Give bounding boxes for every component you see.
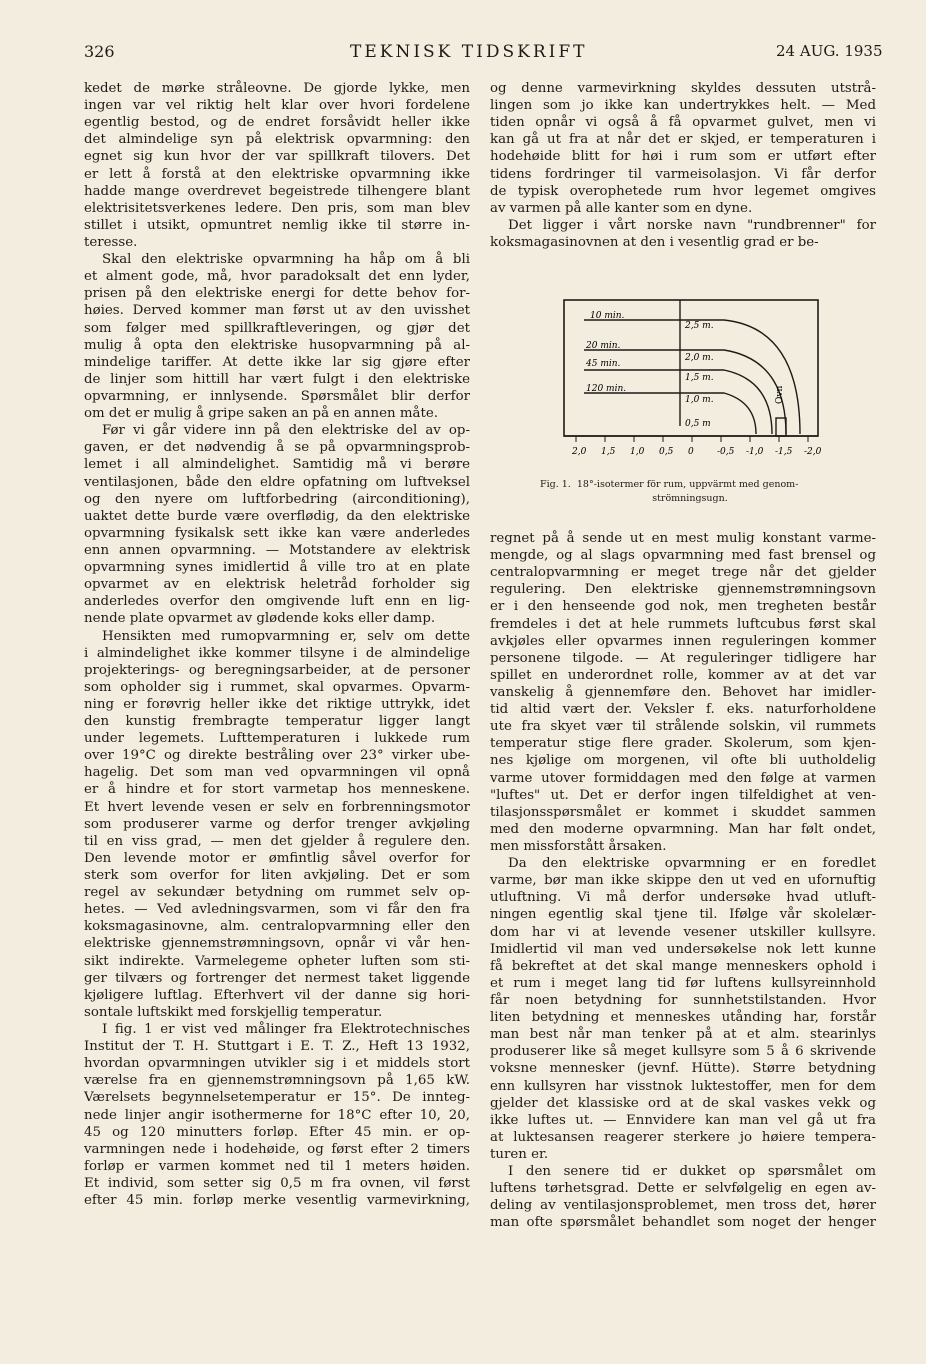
text-line: opvarmning fysikalsk sett ikke kan være anderledes: [84, 525, 470, 541]
text-line: tid altid vært der. Veksler f. eks. naturforholdene: [490, 702, 876, 718]
text-line: forløp er varmen kommet ned til 1 meters høiden.: [84, 1158, 470, 1174]
text-line: teresse.: [84, 234, 138, 250]
text-line: tiden opnår vi også å få opvarmet gulvet, men vi: [490, 115, 876, 131]
text-line: og den nyere om luftforbedring (airconditioning),: [84, 491, 470, 507]
text-line: som produserer varme og derfor trenger avkjøling: [84, 816, 470, 832]
axis-tick-label: 0,5: [659, 447, 674, 457]
text-line: Et hvert levende vesen er selv en forbrenningsmotor: [84, 799, 470, 815]
text-line: Imidlertid vil man ved undersøkelse nok lett kunne: [490, 941, 876, 957]
text-line: produserer like så meget kullsyre som 5 å 6 skrivende: [490, 1044, 876, 1060]
text-line: man ofte spørsmålet behandlet som noget der henger: [490, 1215, 876, 1231]
text-line: mengde, og al slags opvarmning med fast brensel og: [490, 548, 876, 564]
text-line: opvarmning synes imidlertid å ville tro at en plate: [84, 560, 470, 576]
height-label: 2,5 m.: [685, 321, 714, 331]
text-line: lemet i all almindelighet. Samtidig må vi berøre: [84, 457, 470, 473]
text-line: i almindelighet ikke kommer tilsyne i de almindelige: [84, 645, 470, 661]
height-label: 1,0 m.: [685, 395, 714, 405]
text-line: nende plate opvarmet av glødende koks eller damp.: [84, 611, 436, 627]
text-line: og denne varmevirkning skyldes dessuten utstrå-: [490, 81, 876, 96]
text-line: er å hindre et for stort varmetap hos menneskene.: [84, 782, 470, 798]
text-line: luftens tørhetsgrad. Dette er selvfølgelig en egen av-: [490, 1181, 876, 1197]
text-line: regel av sekundær betydning om rummet selv op-: [84, 885, 470, 901]
text-line: elektrisitetsverkenes ledere. Den pris, som man blev: [84, 200, 470, 216]
text-line: Da den elektriske opvarmning er en foredlet: [508, 856, 876, 872]
text-line: spillet en underordnet rolle, kommer av at det var: [490, 667, 876, 683]
text-line: varme utover formiddagen med den følge at varmen: [490, 770, 876, 786]
axis-tick-label: 1,0: [630, 447, 645, 457]
text-line: centralopvarmning er meget trege når det gjelder: [490, 565, 876, 581]
text-line: uaktet dette burde være overflødig, da den elektriske: [84, 508, 470, 524]
text-line: som opholder sig i rummet, skal opvarmes. Opvarm-: [84, 679, 470, 695]
text-line: at luktesansen reagerer sterkere jo høiere tempera-: [490, 1129, 876, 1145]
text-line: et alment gode, må, hvor paradoksalt det enn lyder,: [84, 269, 470, 285]
axis-tick-label: -1,5: [775, 447, 793, 457]
text-line: hodehøide blitt for høi i rum som er utført efter: [490, 149, 876, 165]
text-line: liten betydning et menneskes utånding har, forstår: [490, 1010, 876, 1026]
text-line: værelse fra en gjennemstrømningsovn på 1,65 kW.: [84, 1073, 470, 1089]
axis-tick-label: -2,0: [804, 447, 822, 457]
text-line: få bekreftet at det skal mange menneskers ophold i: [490, 958, 876, 974]
text-line: enn annen opvarmning. — Motstandere av elektrisk: [84, 542, 470, 558]
text-line: om det er mulig å gripe saken an på en annen måte.: [84, 406, 438, 422]
caption-line-2: strömningsugn.: [652, 493, 728, 504]
time-label: 10 min.: [590, 311, 625, 321]
text-line: et rum i meget lang tid før luftens kullsyreinnhold: [490, 975, 876, 991]
text-line: man best når man tenker på at et alm. stearinlys: [490, 1027, 876, 1043]
text-line: personene tilgode. — At reguleringer tidligere har: [490, 650, 876, 666]
right-column-top: [490, 80, 876, 251]
text-line: med den moderne opvarmning. Man har følt ondet,: [490, 821, 876, 837]
oven-label: Ovn: [775, 385, 785, 404]
axis-tick-label: -1,0: [746, 447, 764, 457]
isotherm-120min: [584, 393, 756, 434]
text-line: ning er forøvrig heller ikke det riktige uttrykk, idet: [84, 696, 470, 712]
text-line: temperatur stige flere grader. Skolerum, som kjen-: [490, 736, 876, 752]
text-line: efter 45 min. forløp merke vesentlig varmevirkning,: [84, 1193, 470, 1209]
text-line: er lett å forstå at den elektriske opvarmning ikke: [84, 166, 470, 182]
text-line: dom har vi at levende vesener utskiller kullsyre.: [490, 924, 876, 940]
text-line: vanskelig å gjennemføre den. Behovet har imidler-: [490, 684, 876, 700]
text-line: Værelsets begynnelsetemperatur er 15°. De innteg-: [84, 1090, 470, 1106]
text-line: Skal den elektriske opvarmning ha håp om å bli: [102, 252, 470, 268]
text-line: sterk som overfor for liten avkjøling. Det er som: [84, 868, 470, 884]
text-line: de typisk overophetede rum hvor legemet omgives: [490, 183, 876, 199]
isotherm-figure: [564, 298, 822, 462]
text-line: hetes. — Ved avledningsvarmen, som vi får den fra: [84, 902, 470, 918]
text-line: Hensikten med rumopvarmning er, selv om dette: [102, 628, 470, 644]
axis-tick-label: 2,0: [572, 447, 587, 457]
axis-tick-label: 0: [688, 447, 694, 457]
text-line: prisen på den elektriske energi for dette behov for-: [84, 286, 470, 302]
axis-tick-label: 1,5: [601, 447, 616, 457]
text-line: fremdeles i det at hele rummets luftcubus først skal: [490, 616, 876, 632]
text-line: de linjer som hittill har vært fulgt i den elektriske: [84, 371, 470, 387]
text-line: koksmagasinovne, alm. centralopvarmning eller den: [84, 919, 470, 935]
text-line: ger tilværs og fortrenger det nermest taket liggende: [84, 970, 470, 986]
journal-title: TEKNISK TIDSKRIFT: [350, 42, 588, 62]
text-line: opvarmning, er innlysende. Spørsmålet blir derfor: [84, 388, 470, 404]
isotherm-45min: [584, 370, 772, 434]
text-line: gjelder det klassiske ord at de skal vaskes vekk og: [490, 1095, 876, 1111]
figure-caption: [540, 478, 840, 506]
text-line: nes kjølige om morgenen, vil ofte bli uutholdelig: [490, 753, 876, 769]
text-line: over 19°C og direkte bestråling over 23° virker ube-: [84, 748, 470, 764]
text-line: I den senere tid er dukket op spørsmålet om: [508, 1164, 876, 1180]
text-line: utluftning. Vi må derfor undersøke hvad utluft-: [490, 890, 876, 906]
text-line: I fig. 1 er vist ved målinger fra Elektrotechnisches: [102, 1022, 470, 1038]
axis-tick-label: -0,5: [717, 447, 735, 457]
text-line: er i den henseende god nok, men tregheten består: [490, 599, 876, 615]
text-line: kan gå ut fra at når det er skjed, er temperaturen i: [490, 132, 876, 148]
height-label: 0,5 m: [685, 419, 711, 429]
text-line: tilasjonsspørsmålet er kommet i skuddet sammen: [490, 804, 876, 820]
text-line: nede linjer angir isothermerne for 18°C efter 10, 20,: [84, 1107, 470, 1123]
text-line: av varmen på alle kanter som en dyne.: [490, 200, 753, 216]
text-line: hadde mange overdrevet begeistrede tilhengere blant: [84, 183, 470, 199]
page-header: [0, 42, 926, 68]
text-line: kjøligere luftlag. Efterhvert vil der danne sig hori-: [84, 987, 470, 1003]
time-label: 20 min.: [586, 341, 621, 351]
text-line: til en viss grad, — men det gjelder å regulere den.: [84, 833, 470, 849]
text-line: tidens fordringer til varmeisolasjon. Vi får derfor: [490, 166, 876, 182]
text-line: høies. Derved kommer man først ut av den uvisshet: [84, 303, 470, 319]
text-line: men missforstått årsaken.: [490, 838, 667, 854]
text-line: den kunstig frembragte temperatur ligger langt: [84, 714, 470, 730]
text-line: anderledes overfor den omgivende luft enn en lig-: [84, 594, 470, 610]
text-line: Den levende motor er ømfintlig såvel overfor for: [84, 850, 470, 866]
text-line: ingen var vel riktig helt klar over hvori fordelene: [84, 98, 470, 114]
text-line: ute fra skyet vær til strålende solskin, vil rummets: [490, 719, 876, 735]
text-line: gaven, er det nødvendig å se på opvarmningsprob-: [84, 440, 470, 456]
oven-symbol: [776, 418, 786, 436]
text-line: ventilasjonen, både den eldre opfatning om luftveksel: [84, 474, 470, 490]
text-line: får noen betydning for sunnhetstilstanden. Hvor: [490, 992, 876, 1008]
text-line: hvordan opvarmningen utvikler sig i et middels stort: [84, 1056, 470, 1072]
text-line: varme, bør man ikke skippe den ut ved en ufornuftig: [490, 873, 876, 889]
text-line: kedet de mørke stråleovne. De gjorde lykke, men: [84, 81, 470, 96]
text-line: koksmagasinovnen at den i vesentlig grad er be-: [490, 234, 819, 250]
text-line: ikke luftes ut. — Ennvidere kan man vel gå ut fra: [490, 1112, 876, 1128]
text-line: mulig å opta den elektriske husopvarmning på al-: [84, 337, 470, 353]
text-line: projekterings- og beregningsarbeider, at de personer: [84, 662, 470, 678]
text-line: turen er.: [490, 1146, 549, 1162]
issue-date: 24 AUG. 1935: [776, 42, 883, 60]
text-line: 45 og 120 minutters forløp. Efter 45 min. er op-: [84, 1124, 470, 1140]
text-line: ningen egentlig skal tjene til. Ifølge vår skolelær-: [490, 907, 876, 923]
text-line: Før vi går videre inn på den elektriske del av op-: [102, 423, 470, 439]
left-column: [84, 80, 470, 1209]
text-line: deling av ventilasjonsproblemet, men tross det, hører: [490, 1198, 876, 1214]
text-line: det almindelige syn på elektrisk opvarmning: den: [84, 132, 470, 148]
text-line: som følger med spillkraftleveringen, og gjør det: [84, 320, 470, 336]
text-line: lingen som jo ikke kan undertrykkes helt. — Med: [490, 98, 876, 114]
text-line: varmningen nede i hodehøide, og først efter 2 timers: [84, 1141, 470, 1157]
text-line: enn kullsyren har visstnok luktestoffer, men for dem: [490, 1078, 876, 1094]
text-line: hagelig. Det som man ved opvarmningen vil opnå: [84, 765, 470, 781]
text-line: egnet sig kun hvor der var spillkraft tilovers. Det: [84, 149, 470, 165]
caption-line-1: Fig. 1. 18°-isotermer för rum, uppvärmt med genom-: [540, 479, 799, 490]
text-line: Det ligger i vårt norske navn "rundbrenner" for: [508, 217, 876, 233]
text-line: under legemets. Lufttemperaturen i lukkede rum: [84, 731, 470, 747]
text-line: "luftes" ut. Det er derfor ingen tilfeldighet at ven-: [490, 787, 876, 803]
text-line: regnet på å sende ut en mest mulig konstant varme-: [490, 531, 876, 546]
page-number: 326: [84, 42, 115, 61]
text-line: Et individ, som setter sig 0,5 m fra ovnen, vil først: [84, 1176, 470, 1191]
height-label: 2,0 m.: [685, 353, 714, 363]
text-line: opvarmet av en elektrisk heletråd forholder sig: [84, 577, 470, 593]
height-label: 1,5 m.: [685, 373, 714, 383]
text-line: avkjøles eller opvarmes innen reguleringen kommer: [490, 633, 876, 649]
right-column-bottom: [490, 530, 876, 1231]
text-line: stillet i utsikt, opmuntret nemlig ikke til større in-: [84, 217, 470, 233]
text-line: egentlig bestod, og de endret forsåvidt heller ikke: [84, 115, 470, 131]
text-line: elektriske gjennemstrømningsovn, opnår vi vår hen-: [84, 936, 470, 952]
text-line: voksne mennesker (jevnf. Hütte). Større betydning: [490, 1061, 876, 1077]
text-line: mindelige tariffer. At dette ikke lar sig gjøre efter: [84, 354, 470, 370]
text-line: sontale luftskikt med forskjellig temperatur.: [84, 1004, 383, 1020]
time-label: 45 min.: [586, 359, 621, 369]
time-label: 120 min.: [586, 384, 627, 394]
text-line: Institut der T. H. Stuttgart i E. T. Z., Heft 13 1932,: [84, 1039, 470, 1055]
text-line: sikt indirekte. Varmelegeme opheter luften som sti-: [84, 953, 470, 969]
text-line: regulering. Den elektriske gjennemstrømningsovn: [490, 582, 876, 598]
